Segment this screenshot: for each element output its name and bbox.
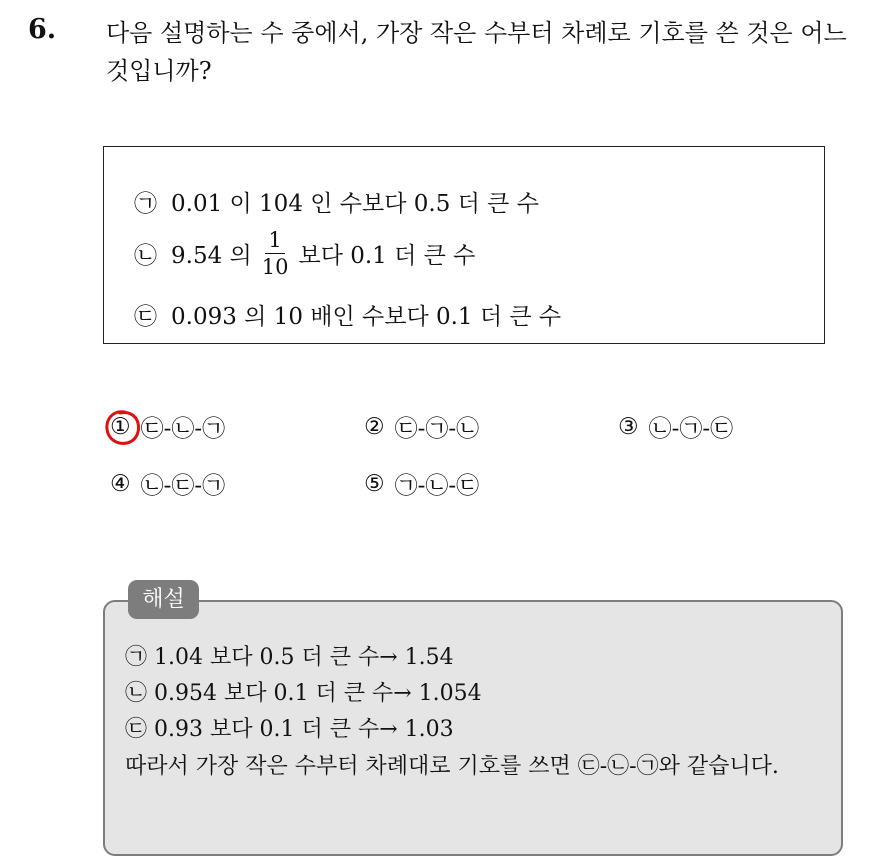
choice-5[interactable] xyxy=(364,467,479,500)
conditions-box xyxy=(103,146,825,344)
condition-text: 0.093 의 10 배인 수보다 0.1 더 큰 수 xyxy=(171,304,562,330)
condition-b xyxy=(134,227,475,280)
question-text: 다음 설명하는 수 중에서, 가장 작은 수부터 차례로 기호를 쓴 것은 어느 것입니까? xyxy=(106,19,847,85)
condition-prefix: 9.54 의 xyxy=(171,243,252,269)
choice-number: ③ xyxy=(618,413,639,440)
fraction-denominator: 10 xyxy=(261,255,289,279)
explanation-tag: 해설 xyxy=(128,580,199,619)
choice-3[interactable] xyxy=(618,410,733,443)
choice-text: ㉡-㉠-㉢ xyxy=(648,416,734,442)
condition-mark: ㉢ xyxy=(134,304,157,330)
choice-4[interactable] xyxy=(110,467,225,500)
choice-1[interactable] xyxy=(110,410,225,443)
explanation-line: ㉡ 0.954 보다 0.1 더 큰 수→ 1.054 xyxy=(125,681,482,706)
choice-number: ⑤ xyxy=(364,470,385,497)
condition-mark: ㉡ xyxy=(134,243,157,269)
condition-suffix: 보다 0.1 더 큰 수 xyxy=(298,243,476,269)
answer-circle-mark xyxy=(103,408,143,448)
choice-number: ④ xyxy=(110,470,131,497)
choice-text: ㉢-㉠-㉡ xyxy=(394,416,480,442)
choice-2[interactable] xyxy=(364,410,479,443)
condition-text: 0.01 이 104 인 수보다 0.5 더 큰 수 xyxy=(171,191,539,217)
choice-number: ② xyxy=(364,413,385,440)
condition-a xyxy=(134,185,539,218)
explanation-line: ㉠ 1.04 보다 0.5 더 큰 수→ 1.54 xyxy=(125,645,454,670)
choice-text: ㉡-㉢-㉠ xyxy=(140,473,226,499)
explanation-box xyxy=(103,600,843,856)
question-number: 6. xyxy=(28,14,57,45)
condition-c xyxy=(134,298,561,331)
choice-number: ① xyxy=(110,413,131,440)
choice-text: ㉢-㉡-㉠ xyxy=(140,416,226,442)
explanation-conclusion: 따라서 가장 작은 수부터 차례대로 기호를 쓰면 ㉢-㉡-㉠와 같습니다. xyxy=(125,754,779,779)
fraction-numerator: 1 xyxy=(265,227,284,254)
condition-mark: ㉠ xyxy=(134,191,157,217)
choice-text: ㉠-㉡-㉢ xyxy=(394,473,480,499)
fraction xyxy=(262,227,289,280)
explanation-line: ㉢ 0.93 보다 0.1 더 큰 수→ 1.03 xyxy=(125,717,454,742)
